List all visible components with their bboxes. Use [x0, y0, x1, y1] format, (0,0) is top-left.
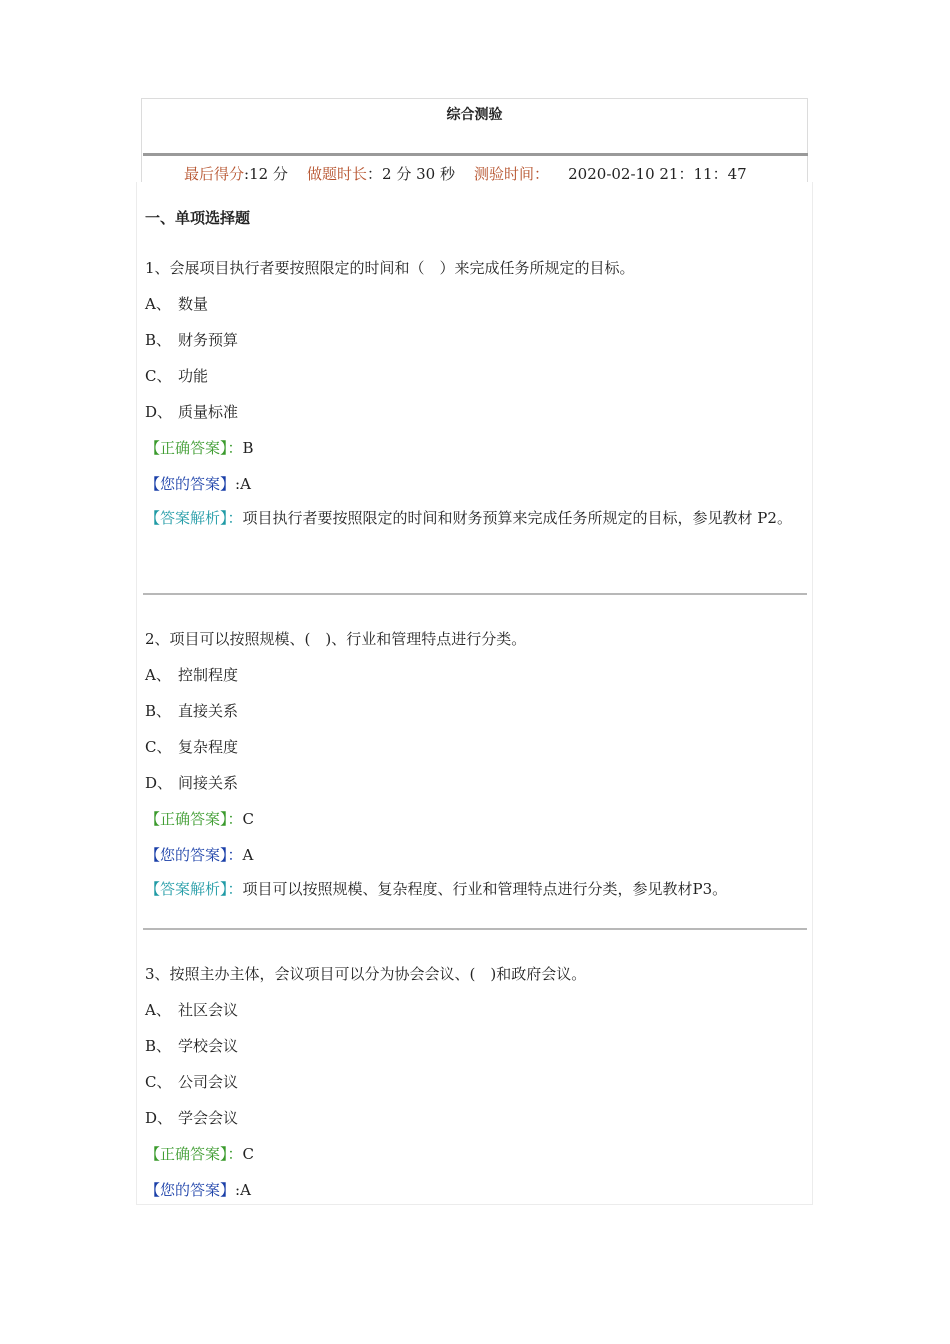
- your-answer: [145, 844, 253, 865]
- correct-answer-sep: ：: [227, 439, 243, 457]
- answer-analysis: [145, 500, 805, 536]
- score-value: :12 分: [244, 165, 288, 183]
- option-text: 数量: [178, 295, 209, 313]
- test-time-label: 测验时间：: [474, 165, 550, 183]
- page-title: 综合测验: [446, 107, 503, 123]
- option-text: 社区会议: [178, 1001, 239, 1019]
- section-title: 一、单项选择题: [145, 209, 251, 227]
- option-letter: A、: [145, 666, 171, 684]
- option-d: [145, 1107, 238, 1128]
- option-letter: C、: [145, 1073, 172, 1091]
- option-b: [145, 1035, 238, 1056]
- option-text: 直接关系: [178, 702, 239, 720]
- analysis-sep: ：: [227, 509, 243, 527]
- option-c: [145, 736, 238, 757]
- option-a: [145, 999, 238, 1020]
- analysis-label: 【答案解析】: [145, 880, 228, 898]
- option-d: [145, 401, 238, 422]
- correct-answer-label: 【正确答案】: [145, 810, 228, 828]
- header-divider: [143, 153, 808, 156]
- question-stem: 3、按照主办主体，会议项目可以分为协会会议、( )和政府会议。: [145, 965, 587, 983]
- your-answer-sep: :: [235, 475, 241, 493]
- your-answer-label: 【您的答案】: [145, 1181, 236, 1199]
- option-letter: B、: [145, 331, 172, 349]
- option-b: [145, 329, 238, 350]
- question-divider: [143, 928, 807, 930]
- your-answer-label: 【您的答案】: [145, 475, 236, 493]
- question-stem: 2、项目可以按照规模、( )、行业和管理特点进行分类。: [145, 630, 527, 648]
- option-letter: C、: [145, 738, 172, 756]
- option-letter: A、: [145, 1001, 171, 1019]
- option-text: 学会会议: [178, 1109, 239, 1127]
- option-letter: D、: [145, 1109, 173, 1127]
- option-a: [145, 664, 238, 685]
- option-letter: A、: [145, 295, 171, 313]
- correct-answer-label: 【正确答案】: [145, 1145, 228, 1163]
- option-text: 财务预算: [178, 331, 239, 349]
- option-letter: B、: [145, 1037, 172, 1055]
- score-label: 最后得分: [184, 165, 245, 183]
- correct-answer: [145, 437, 254, 458]
- correct-answer-sep: ：: [227, 1145, 243, 1163]
- duration-label: 做题时长: [307, 165, 368, 183]
- your-answer: [145, 1179, 251, 1200]
- your-answer-sep: :: [235, 1181, 241, 1199]
- option-text: 控制程度: [178, 666, 239, 684]
- correct-answer-sep: ：: [227, 810, 243, 828]
- test-time-value: 2020-02-10 21：11：47: [568, 165, 747, 183]
- option-text: 功能: [178, 367, 209, 385]
- duration-value: ：2 分 30 秒: [367, 165, 455, 183]
- option-letter: C、: [145, 367, 172, 385]
- result-summary: [184, 163, 747, 184]
- option-c: [145, 365, 208, 386]
- option-text: 公司会议: [178, 1073, 239, 1091]
- your-answer-value: A: [240, 1181, 251, 1199]
- correct-answer: [145, 808, 254, 829]
- question-stem: 1、会展项目执行者要按照限定的时间和（ ）来完成任务所规定的目标。: [145, 259, 635, 277]
- option-letter: D、: [145, 774, 173, 792]
- option-a: [145, 293, 208, 314]
- option-letter: B、: [145, 702, 172, 720]
- option-c: [145, 1071, 238, 1092]
- correct-answer-value: B: [242, 439, 254, 457]
- option-text: 间接关系: [178, 774, 239, 792]
- correct-answer-label: 【正确答案】: [145, 439, 228, 457]
- correct-answer-value: C: [242, 810, 255, 828]
- option-text: 复杂程度: [178, 738, 239, 756]
- answer-analysis: [145, 871, 805, 907]
- option-d: [145, 772, 238, 793]
- question-divider: [143, 593, 807, 595]
- option-letter: D、: [145, 403, 173, 421]
- analysis-text: 项目执行者要按照限定的时间和财务预算来完成任务所规定的目标，参见教材 P2。: [242, 509, 792, 527]
- option-b: [145, 700, 238, 721]
- correct-answer: [145, 1143, 254, 1164]
- your-answer-sep: ：: [227, 846, 243, 864]
- correct-answer-value: C: [242, 1145, 255, 1163]
- analysis-label: 【答案解析】: [145, 509, 228, 527]
- option-text: 质量标准: [178, 403, 239, 421]
- your-answer-value: A: [240, 475, 251, 493]
- your-answer-label: 【您的答案】: [145, 846, 228, 864]
- analysis-sep: ：: [227, 880, 243, 898]
- analysis-text: 项目可以按照规模、复杂程度、行业和管理特点进行分类，参见教材P3。: [242, 880, 728, 898]
- option-text: 学校会议: [178, 1037, 239, 1055]
- your-answer-value: A: [242, 846, 254, 864]
- your-answer: [145, 473, 251, 494]
